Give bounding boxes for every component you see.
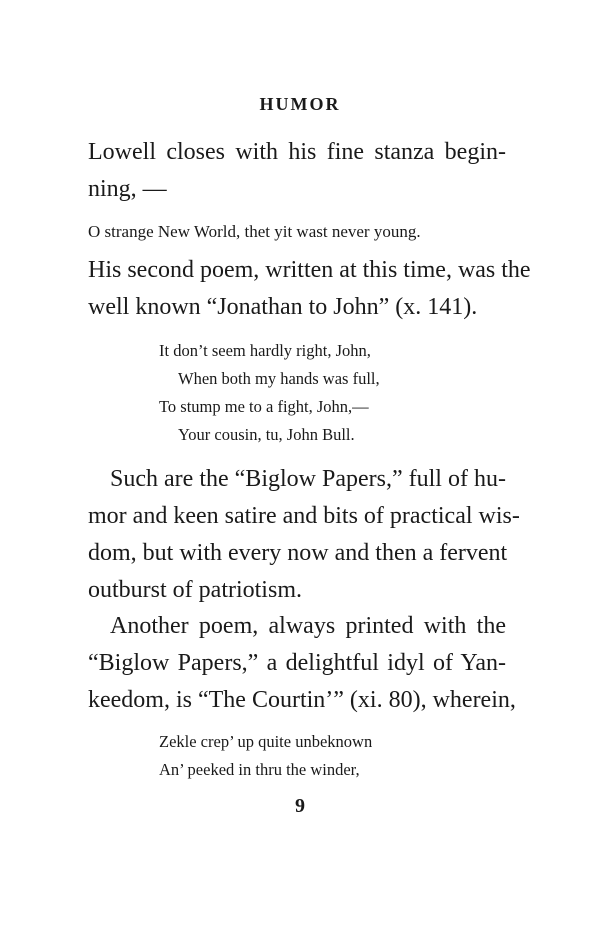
text-line: dom, but with every now and then a fervent <box>88 540 508 566</box>
text-line: “Biglow Papers,” a delightful idyl of Yan- <box>88 650 506 676</box>
verse-line: Zekle crep’ up quite unbeknown <box>159 732 373 751</box>
verse-line: It don’t seem hardly right, John, <box>159 341 371 360</box>
verse-line: To stump me to a fight, John,— <box>159 397 369 416</box>
text-line: Such are the “Biglow Papers,” full of hu- <box>110 466 506 492</box>
text-line: mor and keen satire and bits of practical wis- <box>88 503 520 529</box>
paragraph-4 <box>88 608 516 719</box>
verse-line: An’ peeked in thru the winder, <box>159 760 360 779</box>
text-line: well known “Jonathan to John” (x. 141). <box>88 294 478 320</box>
verse-line: When both my hands was full, <box>178 369 380 388</box>
verse-block-1 <box>159 337 380 449</box>
paragraph-3 <box>88 461 520 609</box>
verse-block-2 <box>159 728 372 784</box>
text-line: keedom, is “The Courtin’” (xi. 80), wherein, <box>88 687 516 713</box>
text-line: His second poem, written at this time, was the <box>88 257 531 283</box>
text-line: Lowell closes with his fine stanza begin- <box>88 139 506 165</box>
paragraph-1 <box>88 134 506 208</box>
text-line: outburst of patriotism. <box>88 577 302 603</box>
text-line: ning, — <box>88 176 167 202</box>
running-head: HUMOR <box>259 94 341 114</box>
verse-line: Your cousin, tu, John Bull. <box>178 425 355 444</box>
page-number: 9 <box>295 795 305 817</box>
paragraph-2 <box>88 252 531 326</box>
quoted-verse-line: O strange New World, thet yit wast never young. <box>88 222 421 241</box>
text-line: Another poem, always printed with the <box>110 613 506 639</box>
